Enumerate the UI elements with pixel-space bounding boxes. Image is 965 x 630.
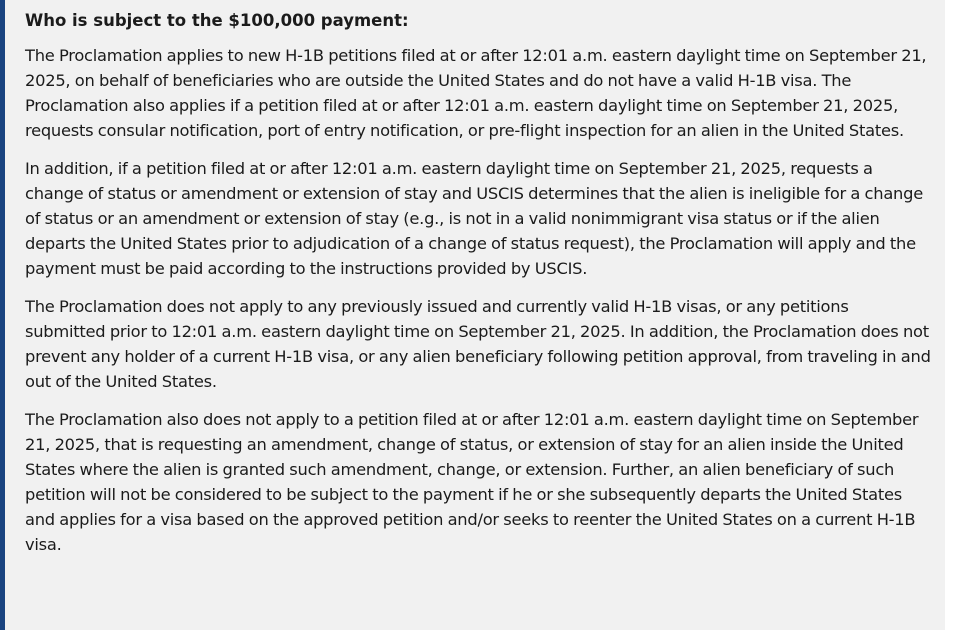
paragraph-amendments: The Proclamation also does not apply to a petition filed at or after 12:01 a.m. eastern daylight time on September 21, 2025, that is requesting an amendment, change of status, or extension of stay for an alien inside the United States where the alien is granted such amendment, change, or extension. Further, an alien beneficiary of such petition will not be considered to be subject to the payment if he or she subsequently departs the United States and applies for a visa based on the approved petition and/or seeks to reenter the United States on a current H-1B visa. (25, 410, 919, 554)
paragraph-exemptions: The Proclamation does not apply to any previously issued and currently valid H-1B visas, or any petitions submitted prior to 12:01 a.m. eastern daylight time on September 21, 2025. In addition, the Proclamation does not prevent any holder of a current H-1B visa, or any alien beneficiary following petition approval, from traveling in and out of the United States. (25, 297, 931, 391)
callout-heading: Who is subject to the $100,000 payment: (25, 11, 409, 30)
paragraph-new-petitions: The Proclamation applies to new H-1B petitions filed at or after 12:01 a.m. eastern daylight time on September 21, 2025, on behalf of beneficiaries who are outside the United States and do not have a valid H-1B visa. The Proclamation also applies if a petition filed at or after 12:01 a.m. eastern daylight time on September 21, 2025, requests consular notification, port of entry notification, or pre-flight inspection for an alien in the United States. (25, 46, 927, 140)
paragraph-change-of-status: In addition, if a petition filed at or after 12:01 a.m. eastern daylight time on September 21, 2025, requests a change of status or amendment or extension of stay and USCIS determines that the alien is ineligible for a change of status or an amendment or extension of stay (e.g., is not in a valid nonimmigrant visa status or if the alien departs the United States prior to adjudication of a change of status request), the Proclamation will apply and the payment must be paid according to the instructions provided by USCIS. (25, 159, 923, 278)
